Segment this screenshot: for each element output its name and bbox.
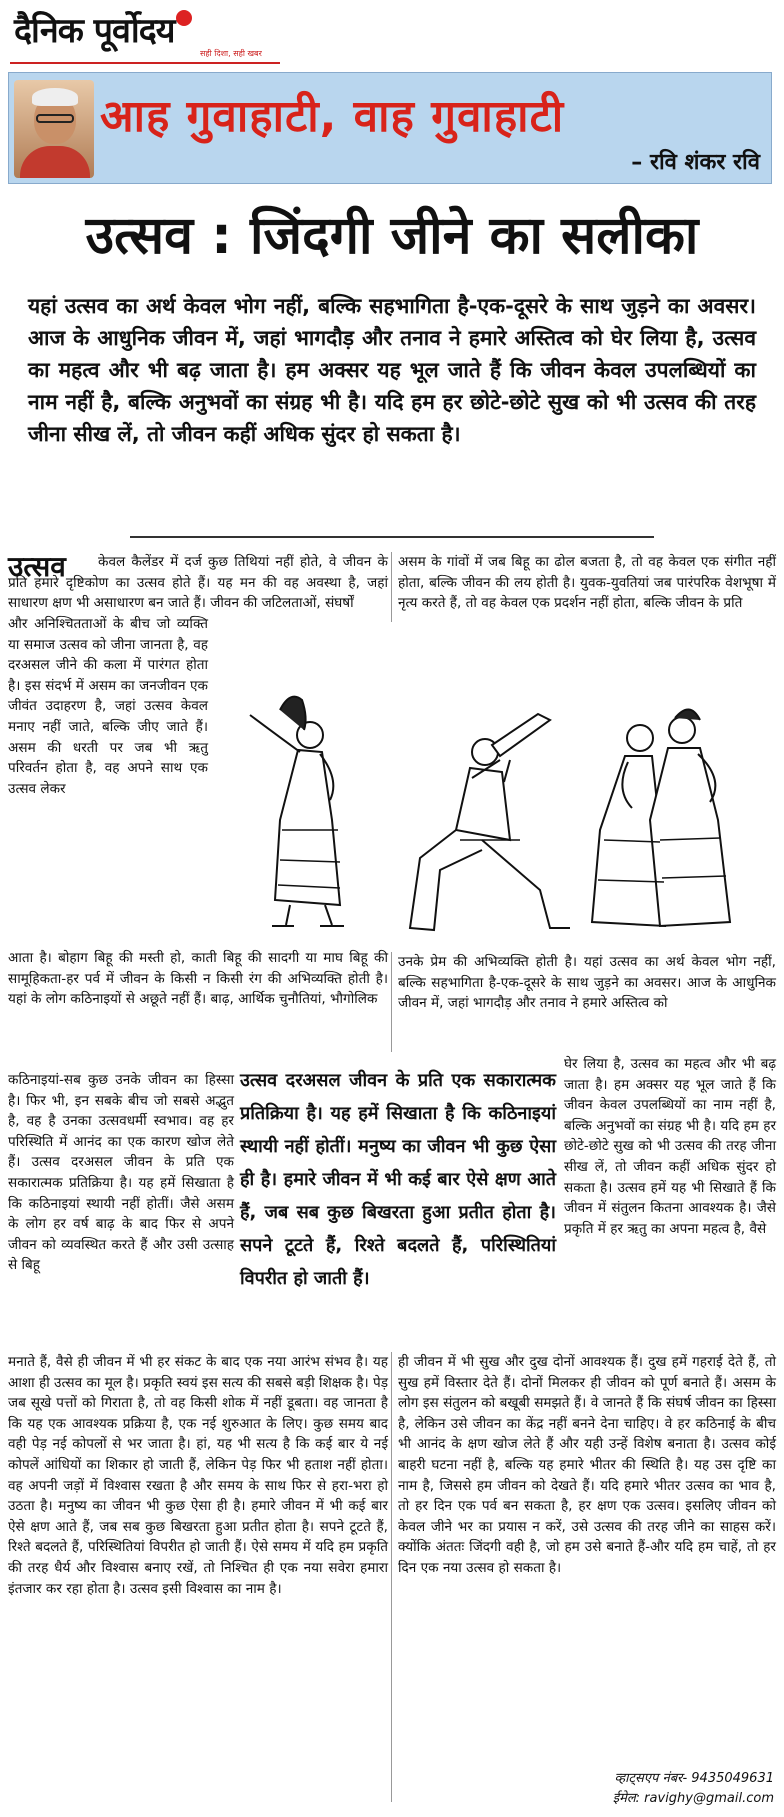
women-dancers-figure [592, 709, 730, 926]
column-title: आह गुवाहाटी, वाह गुवाहाटी [100, 91, 565, 142]
column-divider [391, 1352, 392, 1802]
pull-quote: उत्सव दरअसल जीवन के प्रति एक सकारात्मक प्रतिक्रिया है। यह हमें सिखाता है कि कठिनाइयां स्थायी नहीं होतीं। मनुष्य का जीवन भी कुछ ऐसा ही है। हमारे जीवन में भी कई बार ऐसे क्षण आते हैं, जब सब कुछ बिखरता हुआ प्रतीत होता है। सपने टूटते हैं, रिश्ते बदलते हैं, परिस्थितियां विपरीत हो जाती हैं। [240, 1070, 556, 1289]
article-headline: उत्सव : जिंदगी जीने का सलीका [85, 206, 699, 266]
female-dancer-figure [250, 697, 344, 926]
drop-cap-word: उत्सव [8, 550, 66, 583]
bihu-dancers-illustration [220, 690, 776, 946]
body-text-col1-c: आता है। बोहाग बिहू की मस्ती हो, काती बिहू की सादगी या माघ बिहू की सामूहिकता-हर पर्व में जीवन के किसी न किसी रंग की अभिव्यक्ति होती है। यहां के लोग कठिनाइयों से अछूते नहीं हैं। बाढ़, आर्थिक चुनौतियां, भौगोलिक [8, 950, 388, 1008]
column-divider [391, 552, 392, 622]
tagline: सही दिशा, सही खबर [200, 49, 262, 58]
body-text-col2-c: घेर लिया है, उत्सव का महत्व और भी बढ़ जाता है। हम अक्सर यह भूल जाते हैं कि जीवन केवल उपलब्धियों का नाम नहीं है, बल्कि अनुभवों का संग्रह भी है। यदि हम हर छोटे-छोटे सुख को भी उत्सव की तरह जीना सीख लें, तो जीवन कहीं अधिक सुंदर हो सकता है। उत्सव हमें यह भी सिखाते हैं कि जीवन में संतुलन कितना आवश्यक है। जैसे प्रकृति में हर ऋतु का अपना महत्व है, वैसे [564, 1056, 776, 1237]
body-text-col2-d: ही जीवन में भी सुख और दुख दोनों आवश्यक हैं। दुख हमें गहराई देते हैं, तो सुख हमें विस्तार देते हैं। दोनों मिलकर ही जीवन को पूर्ण बनाते हैं। असम के लोग इस संतुलन को बखूबी समझते हैं। वे जानते हैं कि संघर्ष जीवन का हिस्सा है, लेकिन उसे जीवन का केंद्र नहीं बनने देना चाहिए। वे हर कठिनाई के बीच भी आनंद के क्षण खोज लेते हैं और यही उन्हें विशेष बनाता है। उत्सव कोई बाहरी घटना नहीं है, बल्कि यह हमारे भीतर की स्थिति है। यह उस दृष्टि का नाम है, जिससे हम जीवन को देखते हैं। यदि हमारे भीतर उत्सव का भाव है, तो हर दिन एक पर्व बन सकता है, हर क्षण एक उत्सव। इसलिए जीवन को केवल जीने भर का प्रयास न करें, उसे उत्सव की तरह जीने का साहस करें। क्योंकि अंततः जिंदगी वही है, जो हम उसे बनाते हैं-और यदि हम चाहें, तो हर दिन एक नया उत्सव हो सकता है। [398, 1354, 776, 1576]
body-text-col2-a: असम के गांवों में जब बिहू का ढोल बजता है, तो वह केवल एक संगीत नहीं होता, बल्कि जीवन की लय होती है। युवक-युवतियां जब पारंपरिक वेशभूषा में नृत्य करते हैं, तो वह केवल एक प्रदर्शन नहीं होता, बल्कि जीवन के प्रति [398, 554, 776, 612]
logo-dot-icon [176, 10, 192, 26]
author-name: – रवि शंकर रवि [631, 150, 760, 175]
newspaper-logo [14, 6, 192, 52]
column-divider [391, 952, 392, 1052]
intro-divider [130, 536, 654, 538]
article-intro: यहां उत्सव का अर्थ केवल भोग नहीं, बल्कि सहभागिता है-एक-दूसरे के साथ जुड़ने का अवसर। आज के आधुनिक जीवन में, जहां भागदौड़ और तनाव ने हमारे अस्तित्व को घेर लिया है, उत्सव का महत्व और भी बढ़ जाता है। हम अक्सर यह भूल जाते हैं कि जीवन केवल उपलब्धियों का नाम नहीं है, बल्कि अनुभवों का संग्रह भी है। यदि हम हर छोटे-छोटे सुख को भी उत्सव की तरह जीना सीख लें, तो जीवन कहीं अधिक सुंदर हो सकता है। [28, 294, 756, 446]
author-photo [14, 80, 94, 178]
masthead-rule [10, 62, 280, 64]
body-text-col1-d: कठिनाइयां-सब कुछ उनके जीवन का हिस्सा है। फिर भी, इन सबके बीच जो सबसे अद्भुत है, वह है उनका उत्सवधर्मी स्वभाव। वह हर परिस्थिति में आनंद का एक कारण खोज लेते हैं। उत्सव दरअसल जीवन के प्रति एक सकारात्मक प्रतिक्रिया है। यह हमें सिखाता है कि कठिनाइयां स्थायी नहीं होतीं। जैसे असम के लोग हर वर्ष बाढ़ के बाद फिर से अपने जीवन को व्यवस्थित करते हैं और उसी उत्साह से बिहू [8, 1072, 234, 1274]
body-text-col2-b: उनके प्रेम की अभिव्यक्ति होती है। यहां उत्सव का अर्थ केवल भोग नहीं, बल्कि सहभागिता है-एक-दूसरे के साथ जुड़ने का अवसर। आज के आधुनिक जीवन में, जहां भागदौड़ और तनाव ने हमारे अस्तित्व को [398, 954, 776, 1012]
brand-name: दैनिक पूर्वोदय [14, 11, 175, 51]
body-text-col1-b: और अनिश्चितताओं के बीच जो व्यक्ति या समाज उत्सव को जीना जानता है, वह दरअसल जीने की कला में पारंगत होता है। इस संदर्भ में असम का जनजीवन एक जीवंत उदाहरण है, जहां उत्सव केवल मनाए नहीं जाते, बल्कि जीए जाते हैं। असम की धरती पर जब भी ऋतु परिवर्तन होता है, वह अपने साथ एक उत्सव लेकर [8, 616, 208, 797]
body-text-col1-e: मनाते हैं, वैसे ही जीवन में भी हर संकट के बाद एक नया आरंभ संभव है। यह आशा ही उत्सव का मूल है। प्रकृति स्वयं इस सत्य की सबसे बड़ी शिक्षक है। पेड़ जब सूखे पत्तों को गिराता है, तो वह किसी शोक में नहीं डूबता। वह जानता है कि यह एक आवश्यक प्रक्रिया है, एक नई शुरुआत के लिए। कुछ समय बाद वही पेड़ नई कोपलों से भर जाता है। हां, यह भी सत्य है कि कई बार ये नई कोपलें आंधियों का शिकार हो जाती हैं, लेकिन पेड़ फिर भी हताश नहीं होता। वह अपनी जड़ों में विश्वास रखता है और समय के साथ फिर से हरा-भरा हो उठता है। मनुष्य का जीवन भी कुछ ऐसा ही है। हमारे जीवन में भी कई बार ऐसे क्षण आते हैं, जब सब कुछ बिखरता हुआ प्रतीत होता है। सपने टूटते हैं, रिश्ते बदलते हैं, परिस्थितियां विपरीत हो जाती हैं। ऐसे समय में यदि हम प्रकृति की तरह धैर्य और विश्वास बनाए रखें, तो निश्चित ही एक नया सवेरा हमारा इंतजार कर रहा होता है। उत्सव इसी विश्वास का नाम है। [8, 1354, 388, 1597]
pepa-player-figure [410, 714, 570, 930]
body-text-col1-a: केवल कैलेंडर में दर्ज कुछ तिथियां नहीं होते, वे जीवन के प्रति हमारे दृष्टिकोण का उत्सव होते हैं। यह मन की वह अवस्था है, जहां साधारण क्षण भी असाधारण बन जाते हैं। जीवन की जटिलताओं, संघर्षों [8, 554, 388, 612]
contact-email: ईमेल: ravighy@gmail.com [612, 1791, 774, 1806]
contact-phone: व्हाट्सएप नंबर- 9435049631 [614, 1771, 774, 1786]
